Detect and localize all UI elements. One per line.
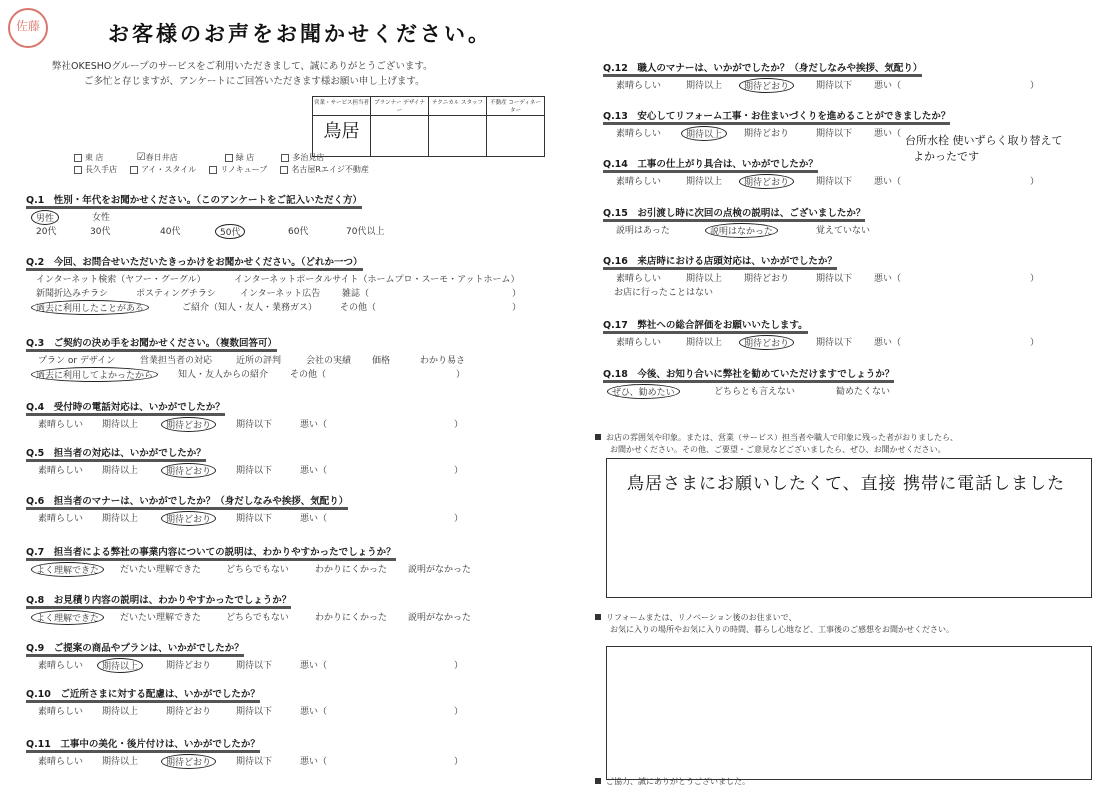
answer-option[interactable]: 覚えていない (816, 226, 871, 236)
answer-option-selected[interactable]: よく理解できた (31, 562, 104, 577)
answer-option[interactable]: 期待以上 (686, 338, 723, 348)
paren-close: ） (1030, 81, 1040, 91)
answer-option[interactable]: その他（ (340, 303, 377, 313)
seal-stamp: 佐藤 (8, 8, 48, 48)
paren-close: ） (454, 707, 464, 717)
answer-option[interactable]: 期待以下 (816, 338, 853, 348)
answer-option[interactable]: 女性 (92, 213, 111, 223)
answer-option-selected[interactable]: 期待以上 (681, 126, 727, 141)
answer-option[interactable]: 素晴らしい (616, 81, 662, 91)
paren-close: ） (512, 289, 522, 299)
answer-option[interactable]: 悪い（ (300, 466, 328, 476)
answer-option[interactable]: だいたい理解できた (120, 613, 202, 623)
answer-option[interactable]: 素晴らしい (38, 466, 84, 476)
answer-option[interactable]: その他（ (290, 370, 327, 380)
answer-option[interactable]: 期待以下 (236, 514, 273, 524)
answer-option[interactable]: 雑誌（ (342, 289, 370, 299)
comment2-answer-box[interactable] (606, 646, 1092, 780)
paren-close: ） (454, 466, 464, 476)
question-label-q8: Q.8 お見積り内容の説明は、わかりやすかったでしょうか？ (26, 592, 291, 606)
store-option[interactable]: リノキューブ (209, 165, 267, 174)
staff-cell (371, 116, 429, 157)
answer-option-selected[interactable]: 期待どおり (739, 78, 794, 93)
footer-thanks: ご協力、誠にありがとうございました。 (595, 776, 750, 787)
answer-option[interactable]: 悪い（ (874, 274, 902, 284)
answer-option[interactable]: 期待以上 (102, 757, 139, 767)
answer-option[interactable]: 期待以下 (816, 129, 853, 139)
staff-cell (429, 116, 487, 157)
answer-option[interactable]: 会社の実績 (306, 356, 352, 366)
answer-option-selected[interactable]: 50代 (215, 224, 245, 239)
answer-option[interactable]: インターネットポータルサイト（ホームプロ・スーモ・アットホーム） (234, 275, 520, 285)
staff-header: 不動産 コーディネーター (487, 97, 545, 116)
paren-close: ） (1030, 177, 1040, 187)
answer-option[interactable]: 期待以下 (236, 466, 273, 476)
store-option[interactable]: 東 店 (74, 153, 104, 162)
answer-option[interactable]: 素晴らしい (38, 707, 84, 717)
question-label-q11: Q.11 工事中の美化・後片付けは、いかがでしたか？ (26, 736, 260, 750)
store-option-checked[interactable]: ☑春日井店 (136, 152, 178, 163)
answer-option-selected[interactable]: よく理解できた (31, 610, 104, 625)
answer-option-selected[interactable]: 期待どおり (739, 335, 794, 350)
answer-option[interactable]: 悪い（ (300, 514, 328, 524)
answer-option[interactable]: 悪い（ (300, 661, 328, 671)
answer-option-selected[interactable]: 期待どおり (161, 463, 216, 478)
answer-option[interactable]: わかりにくかった (315, 565, 388, 575)
answer-option[interactable]: 勧めたくない (836, 387, 891, 397)
comment1-answer-box[interactable] (606, 458, 1092, 598)
paren-close: ） (454, 420, 464, 430)
answer-option-selected[interactable]: 期待どおり (161, 511, 216, 526)
answer-option[interactable]: だいたい理解できた (120, 565, 202, 575)
answer-option-selected[interactable]: 説明はなかった (705, 223, 778, 238)
paren-close: ） (1030, 274, 1040, 284)
store-checkbox-row (74, 164, 369, 175)
answer-option[interactable]: インターネット広告 (240, 289, 321, 299)
bullet-icon (595, 614, 601, 620)
question-label-q12: Q.12 職人のマナーは、いかがでしたか？（身だしなみや挨拶、気配り） (603, 60, 922, 74)
answer-option[interactable]: 素晴らしい (616, 129, 662, 139)
store-option[interactable]: 名古屋Rエイジ不動産 (280, 165, 369, 174)
staff-header: プランナー デザイナー (371, 97, 429, 116)
answer-option[interactable]: 素晴らしい (38, 757, 84, 767)
answer-option[interactable]: どちらとも言えない (714, 387, 796, 397)
answer-option[interactable]: 期待以下 (236, 420, 273, 430)
answer-option[interactable]: 悪い（ (874, 338, 902, 348)
staff-table (312, 96, 545, 157)
answer-option[interactable]: 新聞折込みチラシ (36, 289, 109, 299)
checkbox-icon (281, 154, 289, 162)
answer-option-selected[interactable]: 過去に利用したことがある (31, 300, 149, 315)
answer-option[interactable]: 30代 (90, 227, 111, 237)
staff-cell (487, 116, 545, 157)
question-label-q16: Q.16 来店時における店頭対応は、いかがでしたか？ (603, 253, 837, 267)
staff-header: 営業・サービス担当者 (313, 97, 371, 116)
answer-option[interactable]: 期待以下 (236, 661, 273, 671)
question-label-q15: Q.15 お引渡し時に次回の点検の説明は、ございましたか？ (603, 205, 865, 219)
intro-line-1: 弊社OKESHOグループのサービスをご利用いただきまして、誠にありがとうございます。 (52, 61, 433, 72)
answer-option[interactable]: 期待以下 (236, 707, 273, 717)
answer-option[interactable]: 素晴らしい (616, 338, 662, 348)
comment2-prompt: リフォームまたは、リノベーション後のお住まいで、 お気に入りの場所やお気に入りの時間、暮らし心地など、工事後のご感想をお聞かせください。 (595, 612, 954, 636)
answer-option[interactable]: 悪い（ (300, 757, 328, 767)
checkbox-icon (225, 154, 233, 162)
answer-option[interactable]: 悪い（ (874, 81, 902, 91)
answer-option[interactable]: 説明がなかった (408, 565, 472, 575)
answer-option[interactable]: 40代 (160, 227, 181, 237)
answer-option[interactable]: 価格 (372, 356, 391, 366)
answer-option[interactable]: 70代以上 (346, 227, 385, 237)
intro-line-2: ご多忙と存じますが、アンケートにご回答いただきます様お願い申し上げます。 (84, 76, 425, 87)
answer-option[interactable]: 60代 (288, 227, 309, 237)
bullet-icon (595, 434, 601, 440)
checkbox-icon (74, 154, 82, 162)
answer-option[interactable]: 期待どおり (166, 707, 212, 717)
answer-option[interactable]: わかりにくかった (315, 613, 388, 623)
answer-option[interactable]: 悪い（ (300, 420, 328, 430)
paren-close: ） (454, 514, 464, 524)
answer-option[interactable]: 期待以上 (686, 177, 723, 187)
store-option[interactable]: アイ・スタイル (130, 165, 196, 174)
checkbox-icon (280, 166, 288, 174)
checkbox-icon (130, 166, 138, 174)
answer-option[interactable]: 素晴らしい (38, 661, 84, 671)
staff-header: テクニカル スタッフ (429, 97, 487, 116)
answer-option-selected[interactable]: ぜひ、勧めたい (607, 384, 680, 399)
question-label-q5: Q.5 担当者の対応は、いかがでしたか？ (26, 445, 206, 459)
question-label-q14: Q.14 工事の仕上がり具合は、いかがでしたか？ (603, 156, 818, 170)
paren-close: ） (1030, 338, 1040, 348)
answer-option[interactable]: 期待どおり (744, 129, 790, 139)
store-checkbox-row (74, 152, 324, 163)
answer-option-selected[interactable]: 期待どおり (161, 417, 216, 432)
answer-option[interactable]: 期待どおり (744, 274, 790, 284)
answer-option[interactable]: 素晴らしい (38, 514, 84, 524)
answer-option[interactable]: 素晴らしい (38, 420, 84, 430)
answer-option[interactable]: 期待以下 (236, 757, 273, 767)
answer-option-selected[interactable]: 期待どおり (161, 754, 216, 769)
question-label-q17: Q.17 弊社への総合評価をお願いいたします。 (603, 317, 808, 331)
answer-option[interactable]: わかり易さ (420, 356, 466, 366)
question-label-q7: Q.7 担当者による弊社の事業内容についての説明は、わかりやすかったでしょうか？ (26, 544, 396, 558)
answer-option[interactable]: ポスティングチラシ (136, 289, 216, 299)
answer-option[interactable]: 20代 (36, 227, 57, 237)
answer-option[interactable]: 期待以上 (102, 420, 139, 430)
question-label-q4: Q.4 受付時の電話対応は、いかがでしたか？ (26, 399, 225, 413)
answer-option[interactable]: 悪い（ (300, 707, 328, 717)
answer-option[interactable]: 期待以上 (686, 81, 723, 91)
answer-option[interactable]: プラン or デザイン (38, 356, 116, 366)
answer-option-selected[interactable]: 男性 (31, 210, 59, 225)
answer-option[interactable]: 近所の評判 (236, 356, 282, 366)
answer-option[interactable]: 悪い（ (874, 129, 902, 139)
comment1-answer-handwritten: 鳥居さまにお願いしたくて、直接 携帯に電話しました (627, 474, 1066, 494)
paren-close: ） (456, 370, 466, 380)
question-label-q3: Q.3 ご契約の決め手をお聞かせください。（複数回答可） (26, 335, 277, 349)
answer-option[interactable]: 期待以上 (102, 466, 139, 476)
question-label-q10: Q.10 ご近所さまに対する配慮は、いかがでしたか？ (26, 686, 260, 700)
answer-option[interactable]: 悪い（ (874, 177, 902, 187)
answer-option[interactable]: どちらでもない (226, 613, 289, 623)
question-label-q13: Q.13 安心してリフォーム工事・お住まいづくりを進めることができましたか？ (603, 108, 950, 122)
question-label-q6: Q.6 担当者のマナーは、いかがでしたか？（身だしなみや挨拶、気配り） (26, 493, 348, 507)
answer-option[interactable]: インターネット検索（ヤフー・グーグル） (36, 275, 206, 285)
answer-option-selected[interactable]: 期待どおり (739, 174, 794, 189)
answer-option[interactable]: 素晴らしい (616, 177, 662, 187)
answer-option[interactable]: 期待以上 (102, 707, 139, 717)
checkmark-icon: ☑ (136, 152, 146, 163)
store-option[interactable]: 緑 店 (225, 153, 255, 162)
checkbox-icon (74, 166, 82, 174)
paren-close: ） (454, 757, 464, 767)
checkbox-icon (209, 166, 217, 174)
answer-option[interactable]: 素晴らしい (616, 274, 662, 284)
answer-option[interactable]: 営業担当者の対応 (140, 356, 213, 366)
answer-option[interactable]: 説明がなかった (408, 613, 472, 623)
answer-option[interactable]: 期待どおり (166, 661, 212, 671)
answer-option-selected[interactable]: 過去に利用してよかったから (31, 367, 158, 382)
question-label-q9: Q.9 ご提案の商品やプランは、いかがでしたか？ (26, 640, 244, 654)
store-option[interactable]: 長久手店 (74, 165, 117, 174)
question-label-q1: Q.1 性別・年代をお聞かせください。（このアンケートをご記入いただく方） (26, 192, 362, 206)
answer-option[interactable]: 期待以下 (816, 81, 853, 91)
staff-cell (313, 116, 371, 157)
store-option[interactable]: 多治見店 (281, 153, 324, 162)
paren-close: ） (512, 303, 522, 313)
answer-option[interactable]: 説明はあった (616, 226, 670, 236)
answer-option-selected[interactable]: 期待以上 (97, 658, 143, 673)
answer-option[interactable]: 期待以下 (816, 177, 853, 187)
question-label-q2: Q.2 今回、お問合せいただいたきっかけをお聞かせください。（どれか一つ） (26, 254, 363, 268)
q13-handwritten-note: 台所水栓 使いずらく取り替えて よかったです (905, 134, 1063, 163)
staff-name-handwritten: 鳥居 (323, 121, 360, 142)
bullet-icon (595, 778, 601, 784)
answer-option[interactable]: ご紹介（知人・友人・業務ガス） (182, 303, 318, 313)
page-title: お客様のお声をお聞かせください。 (108, 22, 492, 46)
paren-close: ） (454, 661, 464, 671)
question-label-q18: Q.18 今後、お知り合いに弊社を勧めていただけますでしょうか？ (603, 366, 894, 380)
answer-option[interactable]: 期待以上 (102, 514, 139, 524)
answer-option[interactable]: 知人・友人からの紹介 (178, 370, 269, 380)
answer-option[interactable]: お店に行ったことはない (614, 288, 714, 298)
answer-option[interactable]: 期待以上 (686, 274, 723, 284)
comment1-prompt: お店の雰囲気や印象。または、営業（サービス）担当者や職人で印象に残った者がおりましたら、 お聞かせください。その他、ご要望・ご意見などございましたら、ぜひ、お聞かせください。 (595, 432, 958, 456)
answer-option[interactable]: どちらでもない (226, 565, 289, 575)
answer-option[interactable]: 期待以下 (816, 274, 853, 284)
